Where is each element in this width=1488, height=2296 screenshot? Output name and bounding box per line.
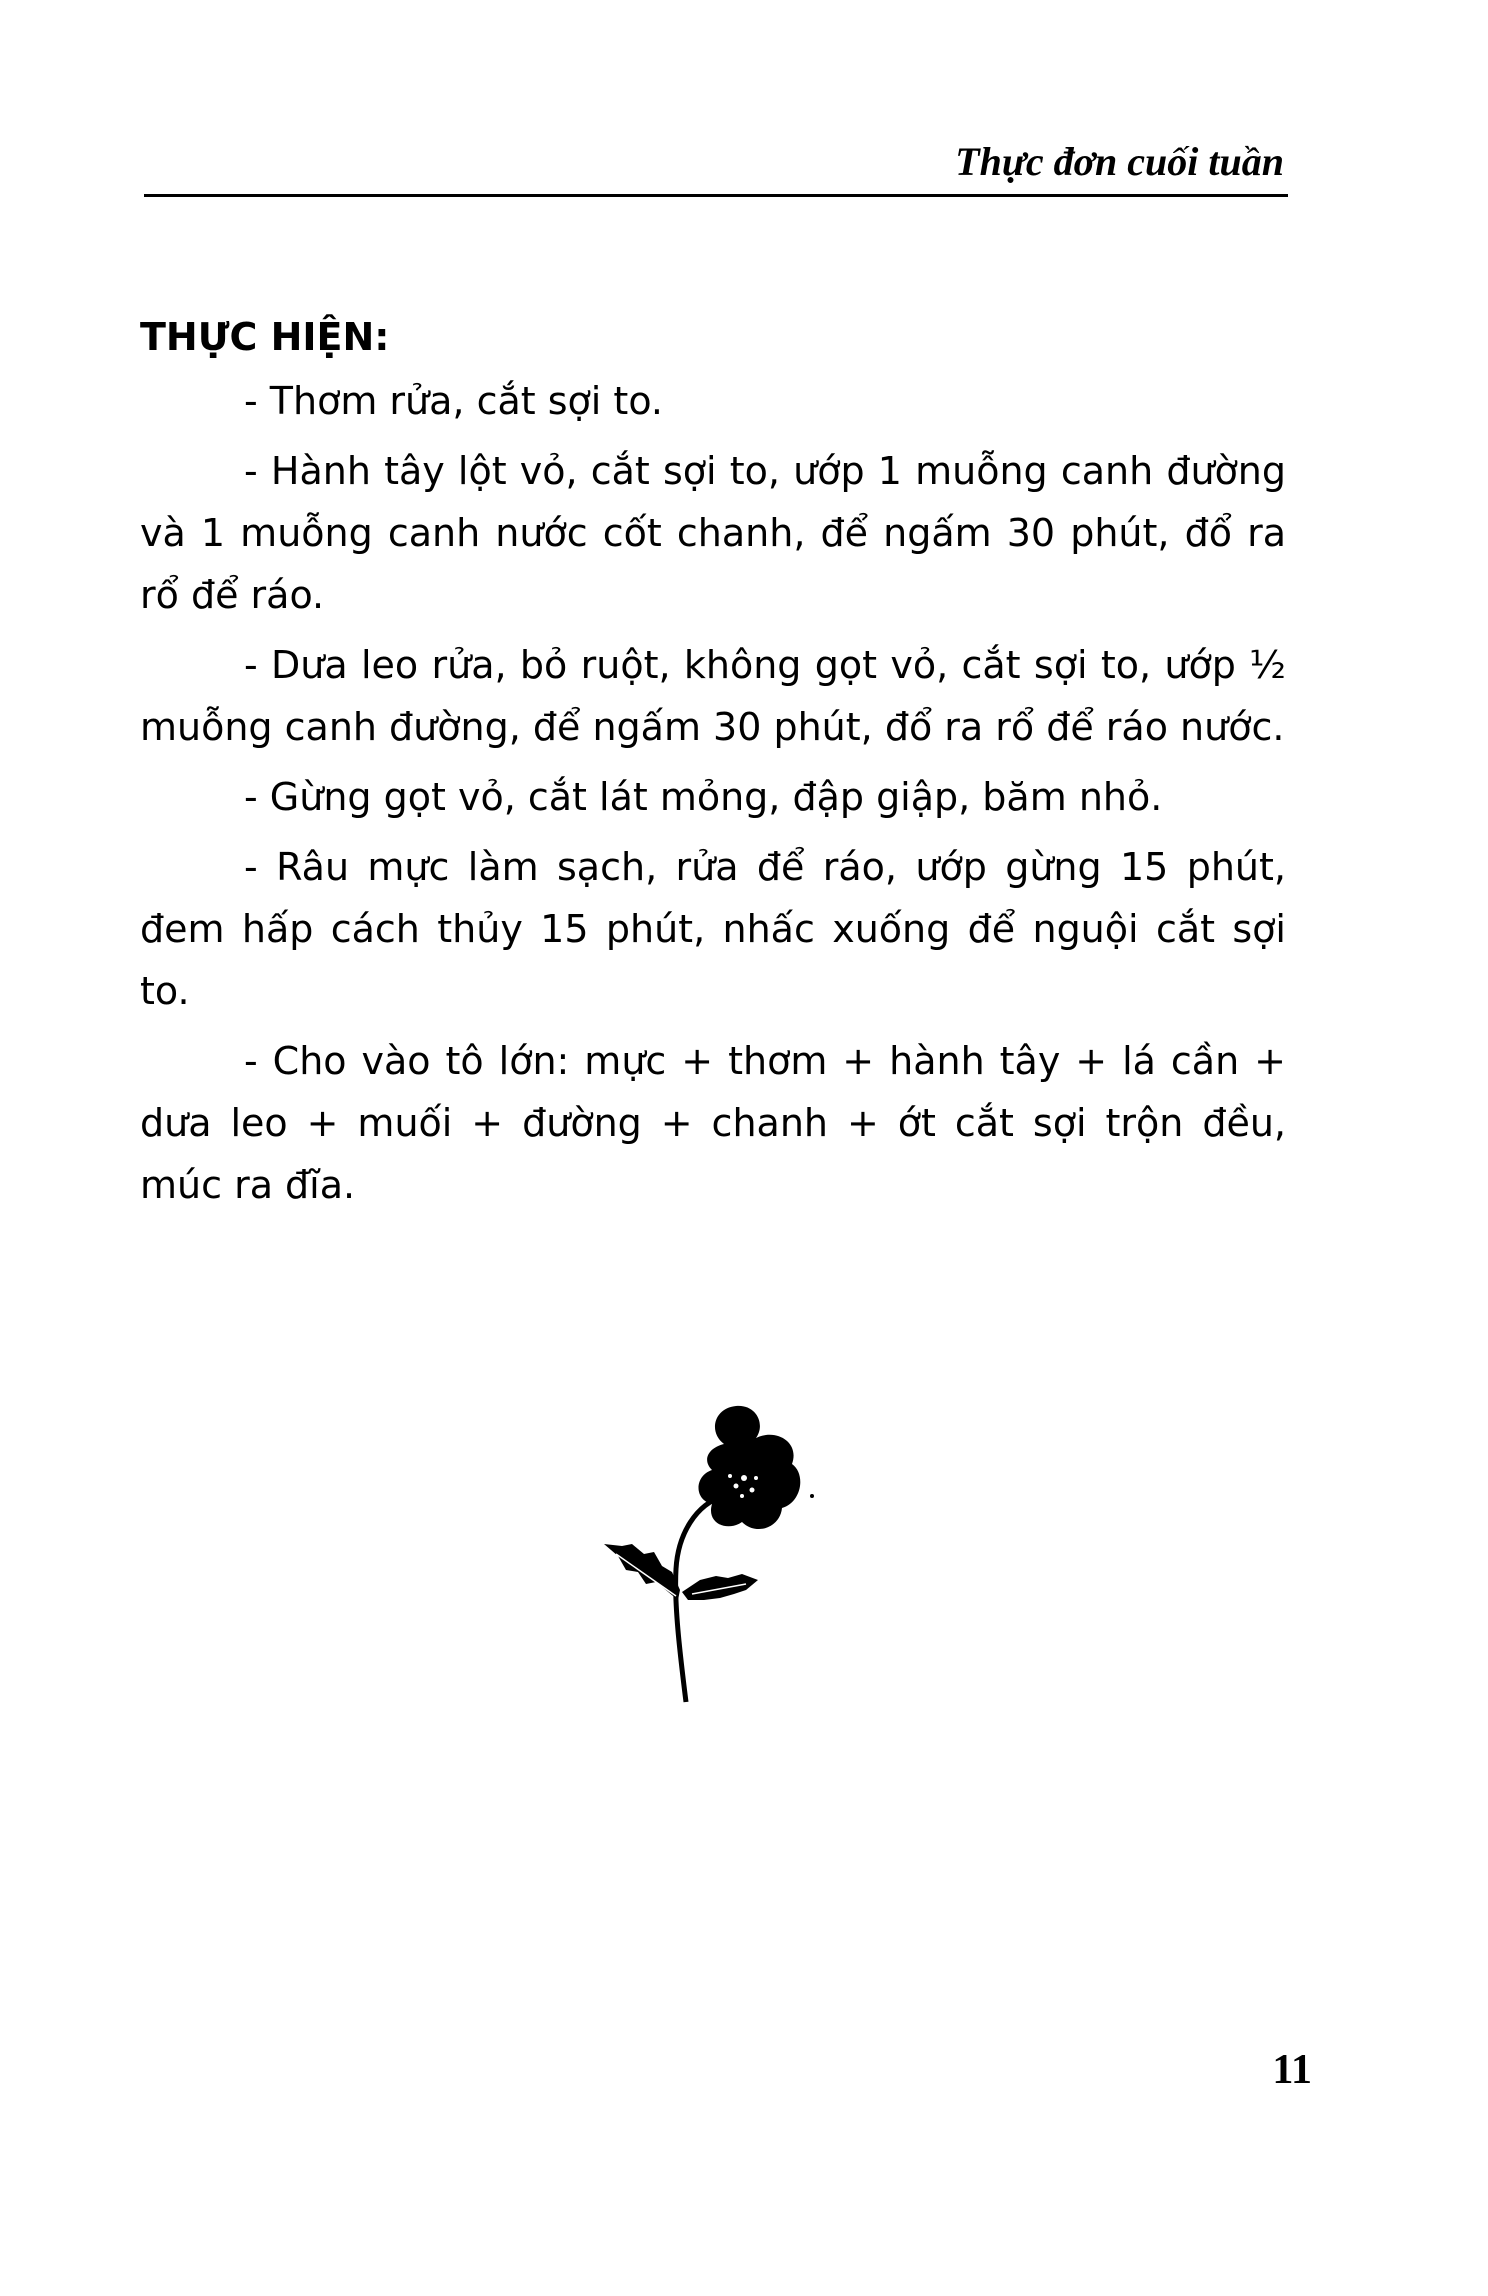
flower-illustration-icon — [596, 1404, 836, 1714]
step-6: - Cho vào tô lớn: mực + thơm + hành tây + lá cần + dưa leo + muối + đường + chanh + ớt cắt sợi trộn đều, múc ra đĩa. — [140, 1039, 1286, 1207]
step-4: - Gừng gọt vỏ, cắt lát mỏng, đập giập, băm nhỏ. — [244, 775, 1163, 819]
section-heading: THỰC HIỆN: — [140, 315, 390, 359]
running-header-title: Thực đơn cuối tuần — [955, 139, 1284, 184]
step-5: - Râu mực làm sạch, rửa để ráo, ướp gừng 15 phút, đem hấp cách thủy 15 phút, nhấc xuống để nguội cắt sợi to. — [140, 845, 1286, 1013]
step-2: - Hành tây lột vỏ, cắt sợi to, ướp 1 muỗng canh đường và 1 muỗng canh nước cốt chanh, để ngấm 30 phút, đổ ra rổ để ráo. — [140, 449, 1286, 617]
page-number: 11 — [1272, 2047, 1312, 2093]
step-3: - Dưa leo rửa, bỏ ruột, không gọt vỏ, cắt sợi to, ướp ½ muỗng canh đường, để ngấm 30 phút, đổ ra rổ để ráo nước. — [140, 643, 1286, 749]
recipe-instructions — [140, 306, 1286, 1216]
header-divider — [144, 194, 1288, 197]
step-1: - Thơm rửa, cắt sợi to. — [244, 379, 663, 423]
